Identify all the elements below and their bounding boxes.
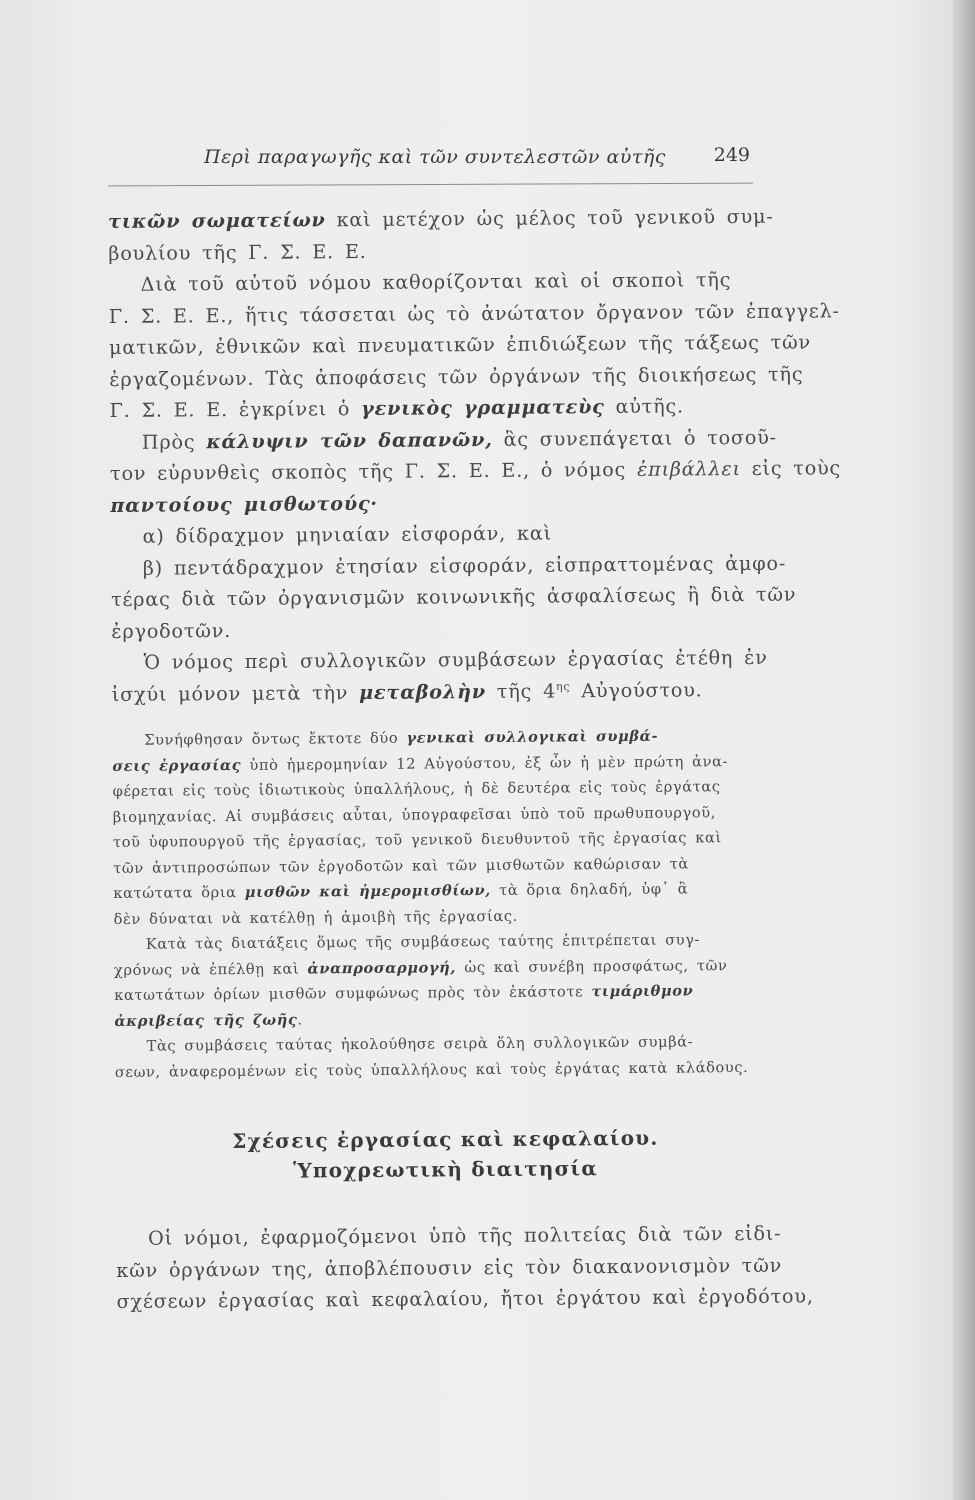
text-line: ἰσχύι μόνον μετὰ τὴν μεταβολὴν τῆς $4^{\eta\varsigma}$ Αὐγούστου. [111,677,703,706]
note-line: κατώτατα ὅρια μισθῶν καὶ ἡμερομισθίων, τὰ ὅρια δηλαδή, ὑφ᾽ ἃ [113,880,689,902]
note-block [112,723,775,1085]
page-number: 249 [713,144,750,166]
text-line: ἐργαζομένων. Τὰς ἀποφάσεις τῶν ὀργάνων τῆς διοικήσεως τῆς [109,362,804,391]
text-line: τικῶν σωματείων καὶ μετέχον ὡς μέλος τοῦ γενικοῦ συμ- [108,204,774,233]
note-line: φέρεται εἰς τοὺς ἰδιωτικοὺς ὑπαλλήλους, ἡ δὲ δευτέρα εἰς τοὺς ἐργάτας [112,778,721,800]
text-line: ἐργοδοτῶν. [111,618,232,643]
section-heading [115,1122,775,1187]
text-line: ματικῶν, ἐθνικῶν καὶ πνευματικῶν ἐπιδιώξεων τῆς τάξεως τῶν [109,330,812,359]
text-line: βουλίου τῆς Γ. Σ. Ε. Ε. [108,239,367,265]
text-line: Πρὸς κάλυψιν τῶν δαπανῶν, ἃς συνεπάγεται ὁ τοσοῦ- [141,425,778,454]
note-line: βιομηχανίας. Αἱ συμβάσεις αὗται, ὑπογραφεῖσαι ὑπὸ τοῦ πρωθυπουργοῦ, [112,803,716,826]
note-line: Συνήφθησαν ὄντως ἔκτοτε δύο γενικαὶ συλλογικαὶ συμβά- [144,727,659,749]
text-line: σχέσεων ἐργασίας καὶ κεφαλαίου, ἤτοι ἐργάτου καὶ ἐργοδότου, [116,1284,814,1313]
section-heading-line-2: Ὑποχρεωτικὴ διαιτησία [293,1156,599,1183]
running-title: Περὶ παραγωγῆς καὶ τῶν συντελεστῶν αὐτῆς [204,146,666,168]
text-line: Γ. Σ. Ε. Ε. ἐγκρίνει ὁ γενικὸς γραμματεὺς αὐτῆς. [109,394,684,422]
note-line: Κατὰ τὰς διατάξεις ὅμως τῆς συμβάσεως ταύτης ἐπιτρέπεται συγ- [145,931,701,953]
note-line: Τὰς συμβάσεις ταύτας ἠκολούθησε σειρὰ ὅλη συλλογικῶν συμβά- [146,1033,694,1055]
text-line: τον εὐρυνθεὶς σκοπὸς τῆς Γ. Σ. Ε. Ε., ὁ νόμος ἐπιβάλλει εἰς τοὺς [110,456,842,485]
text-line: Διὰ τοῦ αὐτοῦ νόμου καθορίζονται καὶ οἱ σκοποὶ τῆς [140,268,732,296]
text-line: Ὁ νόμος περὶ συλλογικῶν συμβάσεων ἐργασίας ἐτέθη ἐν [143,645,768,674]
text-line: κῶν ὀργάνων της, ἀποβλέπουσιν εἰς τὸν διακανονισμὸν τῶν [116,1253,783,1282]
header-rule [108,183,753,187]
note-line: σεις ἐργασίας ὑπὸ ἡμερομηνίαν 12 Αὐγούστου, ἐξ ὧν ἡ μὲν πρώτη ἀνα- [112,752,729,775]
main-text [108,201,842,1318]
text-line: Οἱ νόμοι, ἐφαρμοζόμενοι ὑπὸ τῆς πολιτείας διὰ τῶν εἰδι- [148,1221,782,1250]
list-item-a: α) δίδραχμον μηνιαίαν εἰσφοράν, καὶ [142,521,552,548]
note-line: τοῦ ὑφυπουργοῦ τῆς ἐργασίας, τοῦ γενικοῦ διευθυντοῦ τῆς ἐργασίας καὶ [112,829,722,851]
text-line: τέρας διὰ τῶν ὀργανισμῶν κοινωνικῆς ἀσφαλίσεως ἢ διὰ τῶν [111,582,797,611]
note-line: κατωτάτων ὁρίων μισθῶν συμφώνως πρὸς τὸν ἑκάστοτε τιμάριθμον [114,982,694,1004]
section-heading-line-1: Σχέσεις ἐργασίας καὶ κεφαλαίου. [232,1125,659,1154]
note-line: χρόνως νὰ ἐπέλθῃ καὶ ἀναπροσαρμογή, ὡς καὶ συνέβη προσφάτως, τῶν [113,956,728,979]
book-spine-shadow [953,0,975,1500]
note-line: τῶν ἀντιπροσώπων τῶν ἐργοδοτῶν καὶ τῶν μισθωτῶν καθώρισαν τὰ [113,854,689,877]
running-head [108,138,756,178]
note-line: σεων, ἀναφερομένων εἰς τοὺς ὑπαλλήλους καὶ τοὺς ἐργάτας κατὰ κλάδους. [114,1058,749,1081]
text-line: παντοίους μισθωτούς· [110,491,378,517]
text-line: β) πεντάδραχμον ἐτησίαν εἰσφοράν, εἰσπραττομένας ἀμφο- [142,551,787,580]
note-line: δὲν δύναται νὰ κατέλθῃ ἡ ἀμοιβὴ τῆς ἐργασίας. [113,907,518,928]
note-line: ἀκριβείας τῆς ζωῆς. [114,1010,303,1030]
text-line: Γ. Σ. Ε. Ε., ἥτις τάσσεται ὡς τὸ ἀνώτατον ὄργανον τῶν ἐπαγγελ- [108,298,840,328]
